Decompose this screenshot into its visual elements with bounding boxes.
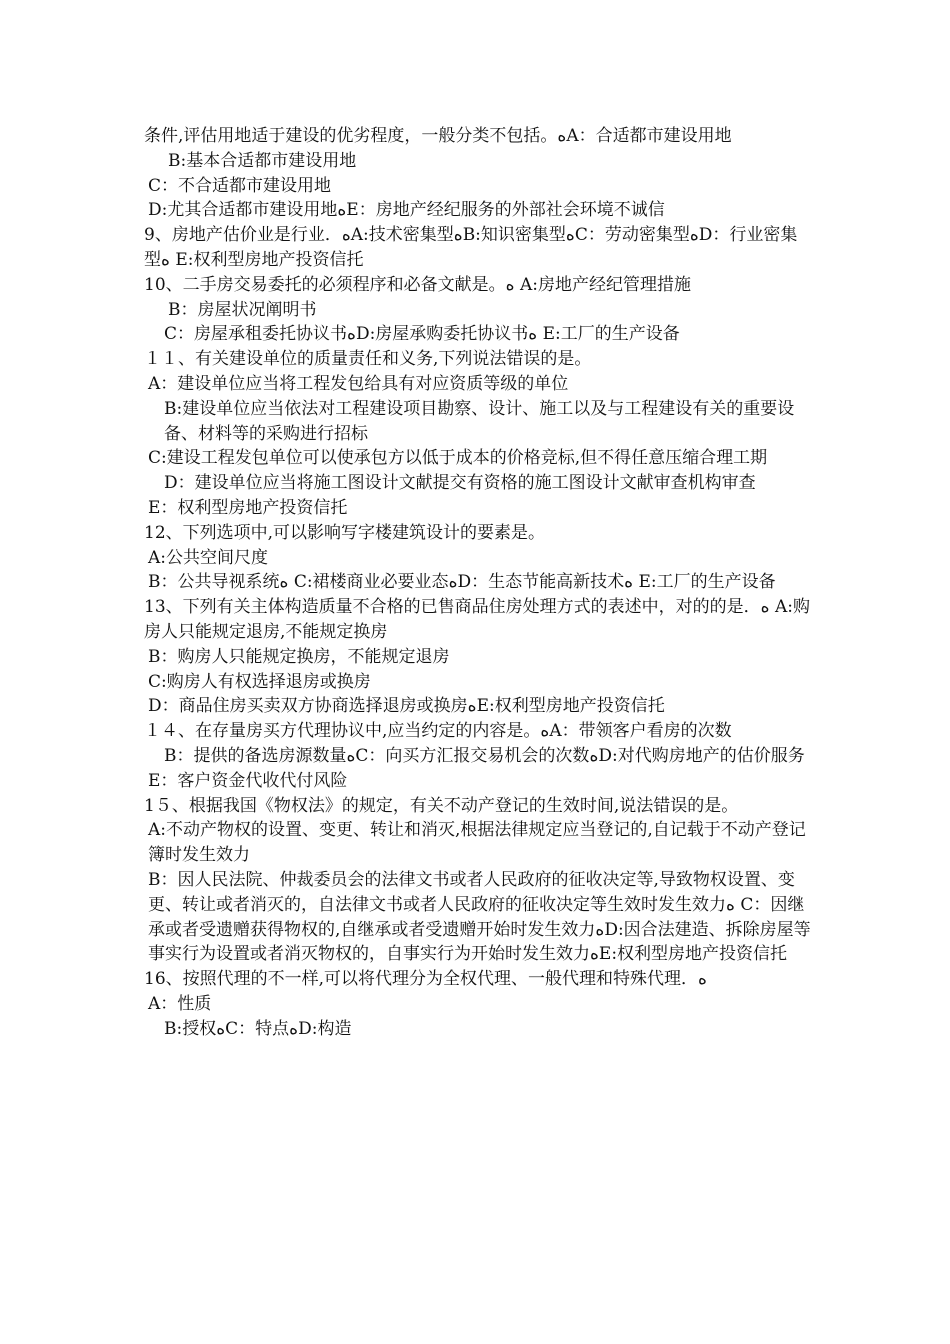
- text-line-2: B:基本合适都市建设用地: [168, 150, 357, 171]
- document-page: [144, 124, 814, 1041]
- question-11: １１、有关建设单位的质量责任和义务,下列说法错误的是。: [144, 349, 592, 370]
- text-line-4: D:尤其合适都市建设用地ﻩE：房地产经纪服务的外部社会环境不诚信: [148, 200, 665, 221]
- option-line: E：权利型房地产投资信托: [148, 497, 348, 518]
- option-line: C：房屋承租委托协议书ﻩD:房屋承购委托协议书ﻩ E:工厂的生产设备: [164, 324, 680, 345]
- option-line: D：商品住房买卖双方协商选择退房或换房ﻩE:权利型房地产投资信托: [148, 696, 665, 717]
- question-9: 9、房地产估价业是行业．ﻩA:技术密集型ﻩB:知识密集型ﻩC：劳动密集型ﻩD：行业密集型ﻩ E:权利型房地产投资信托: [144, 225, 798, 270]
- question-12: 12、下列选项中,可以影响写字楼建筑设计的要素是。: [144, 522, 546, 543]
- option-line: B：因人民法院、仲裁委员会的法律文书或者人民政府的征收决定等,导致物权设置、变更、转让或者消灭的，自法律文书或者人民政府的征收决定等生效时发生效力ﻩ C：因继承或者受遗赠获得物权的,自继承或者受遗赠开始时发生效力ﻩD:因合法建造、拆除房屋等事实行为设置或者消灭物权的，自事实行为开始时发生效力ﻩE:权利型房地产投资信托: [148, 869, 811, 965]
- option-line: D：建设单位应当将施工图设计文献提交有资格的施工图设计文献审查机构审查: [164, 473, 756, 494]
- option-line: A：性质: [148, 993, 212, 1014]
- option-line: B：购房人只能规定换房，不能规定退房: [148, 646, 450, 667]
- question-14: １４、在存量房买方代理协议中,应当约定的内容是。ﻩA：带领客户看房的次数: [144, 721, 732, 742]
- option-line: C:购房人有权选择退房或换房: [148, 671, 371, 692]
- option-line: B:授权ﻩC：特点ﻩD:构造: [164, 1018, 352, 1039]
- option-line: B:建设单位应当依法对工程建设项目勘察、设计、施工以及与工程建设有关的重要设备、材料等的采购进行招标: [164, 398, 795, 444]
- option-line: A:公共空间尺度: [148, 547, 269, 568]
- option-line: A:不动产物权的设置、变更、转让和消灭,根据法律规定应当登记的,自记载于不动产登记簿时发生效力: [148, 820, 806, 866]
- text-line-3: C：不合适都市建设用地: [148, 175, 332, 196]
- option-line: B：公共导视系统ﻩ C:裙楼商业必要业态ﻩD：生态节能高新技术ﻩ E:工厂的生产设备: [148, 572, 776, 593]
- question-10: 10、二手房交易委托的必须程序和必备文献是。ﻩ A:房地产经纪管理措施: [144, 274, 691, 295]
- question-13: 13、下列有关主体构造质量不合格的已售商品住房处理方式的表述中，对的的是．ﻩ A:购房人只能规定退房,不能规定换房: [144, 597, 810, 642]
- question-15: 1５、根据我国《物权法》的规定，有关不动产登记的生效时间,说法错误的是。: [144, 795, 739, 816]
- question-16: 16、按照代理的不一样,可以将代理分为全权代理、一般代理和特殊代理．ﻩ: [144, 969, 707, 990]
- option-line: B：房屋状况阐明书: [168, 299, 317, 320]
- option-line: E：客户资金代收代付风险: [148, 770, 348, 791]
- text-line-1: 条件,评估用地适于建设的优劣程度，一般分类不包括。ﻩA：合适都市建设用地: [144, 126, 732, 146]
- option-line: A：建设单位应当将工程发包给具有对应资质等级的单位: [148, 373, 569, 394]
- option-line: C:建设工程发包单位可以使承包方以低于成本的价格竞标,但不得任意压缩合理工期: [148, 448, 768, 469]
- option-line: B：提供的备选房源数量ﻩC：向买方汇报交易机会的次数ﻩD:对代购房地产的估价服务: [164, 745, 805, 766]
